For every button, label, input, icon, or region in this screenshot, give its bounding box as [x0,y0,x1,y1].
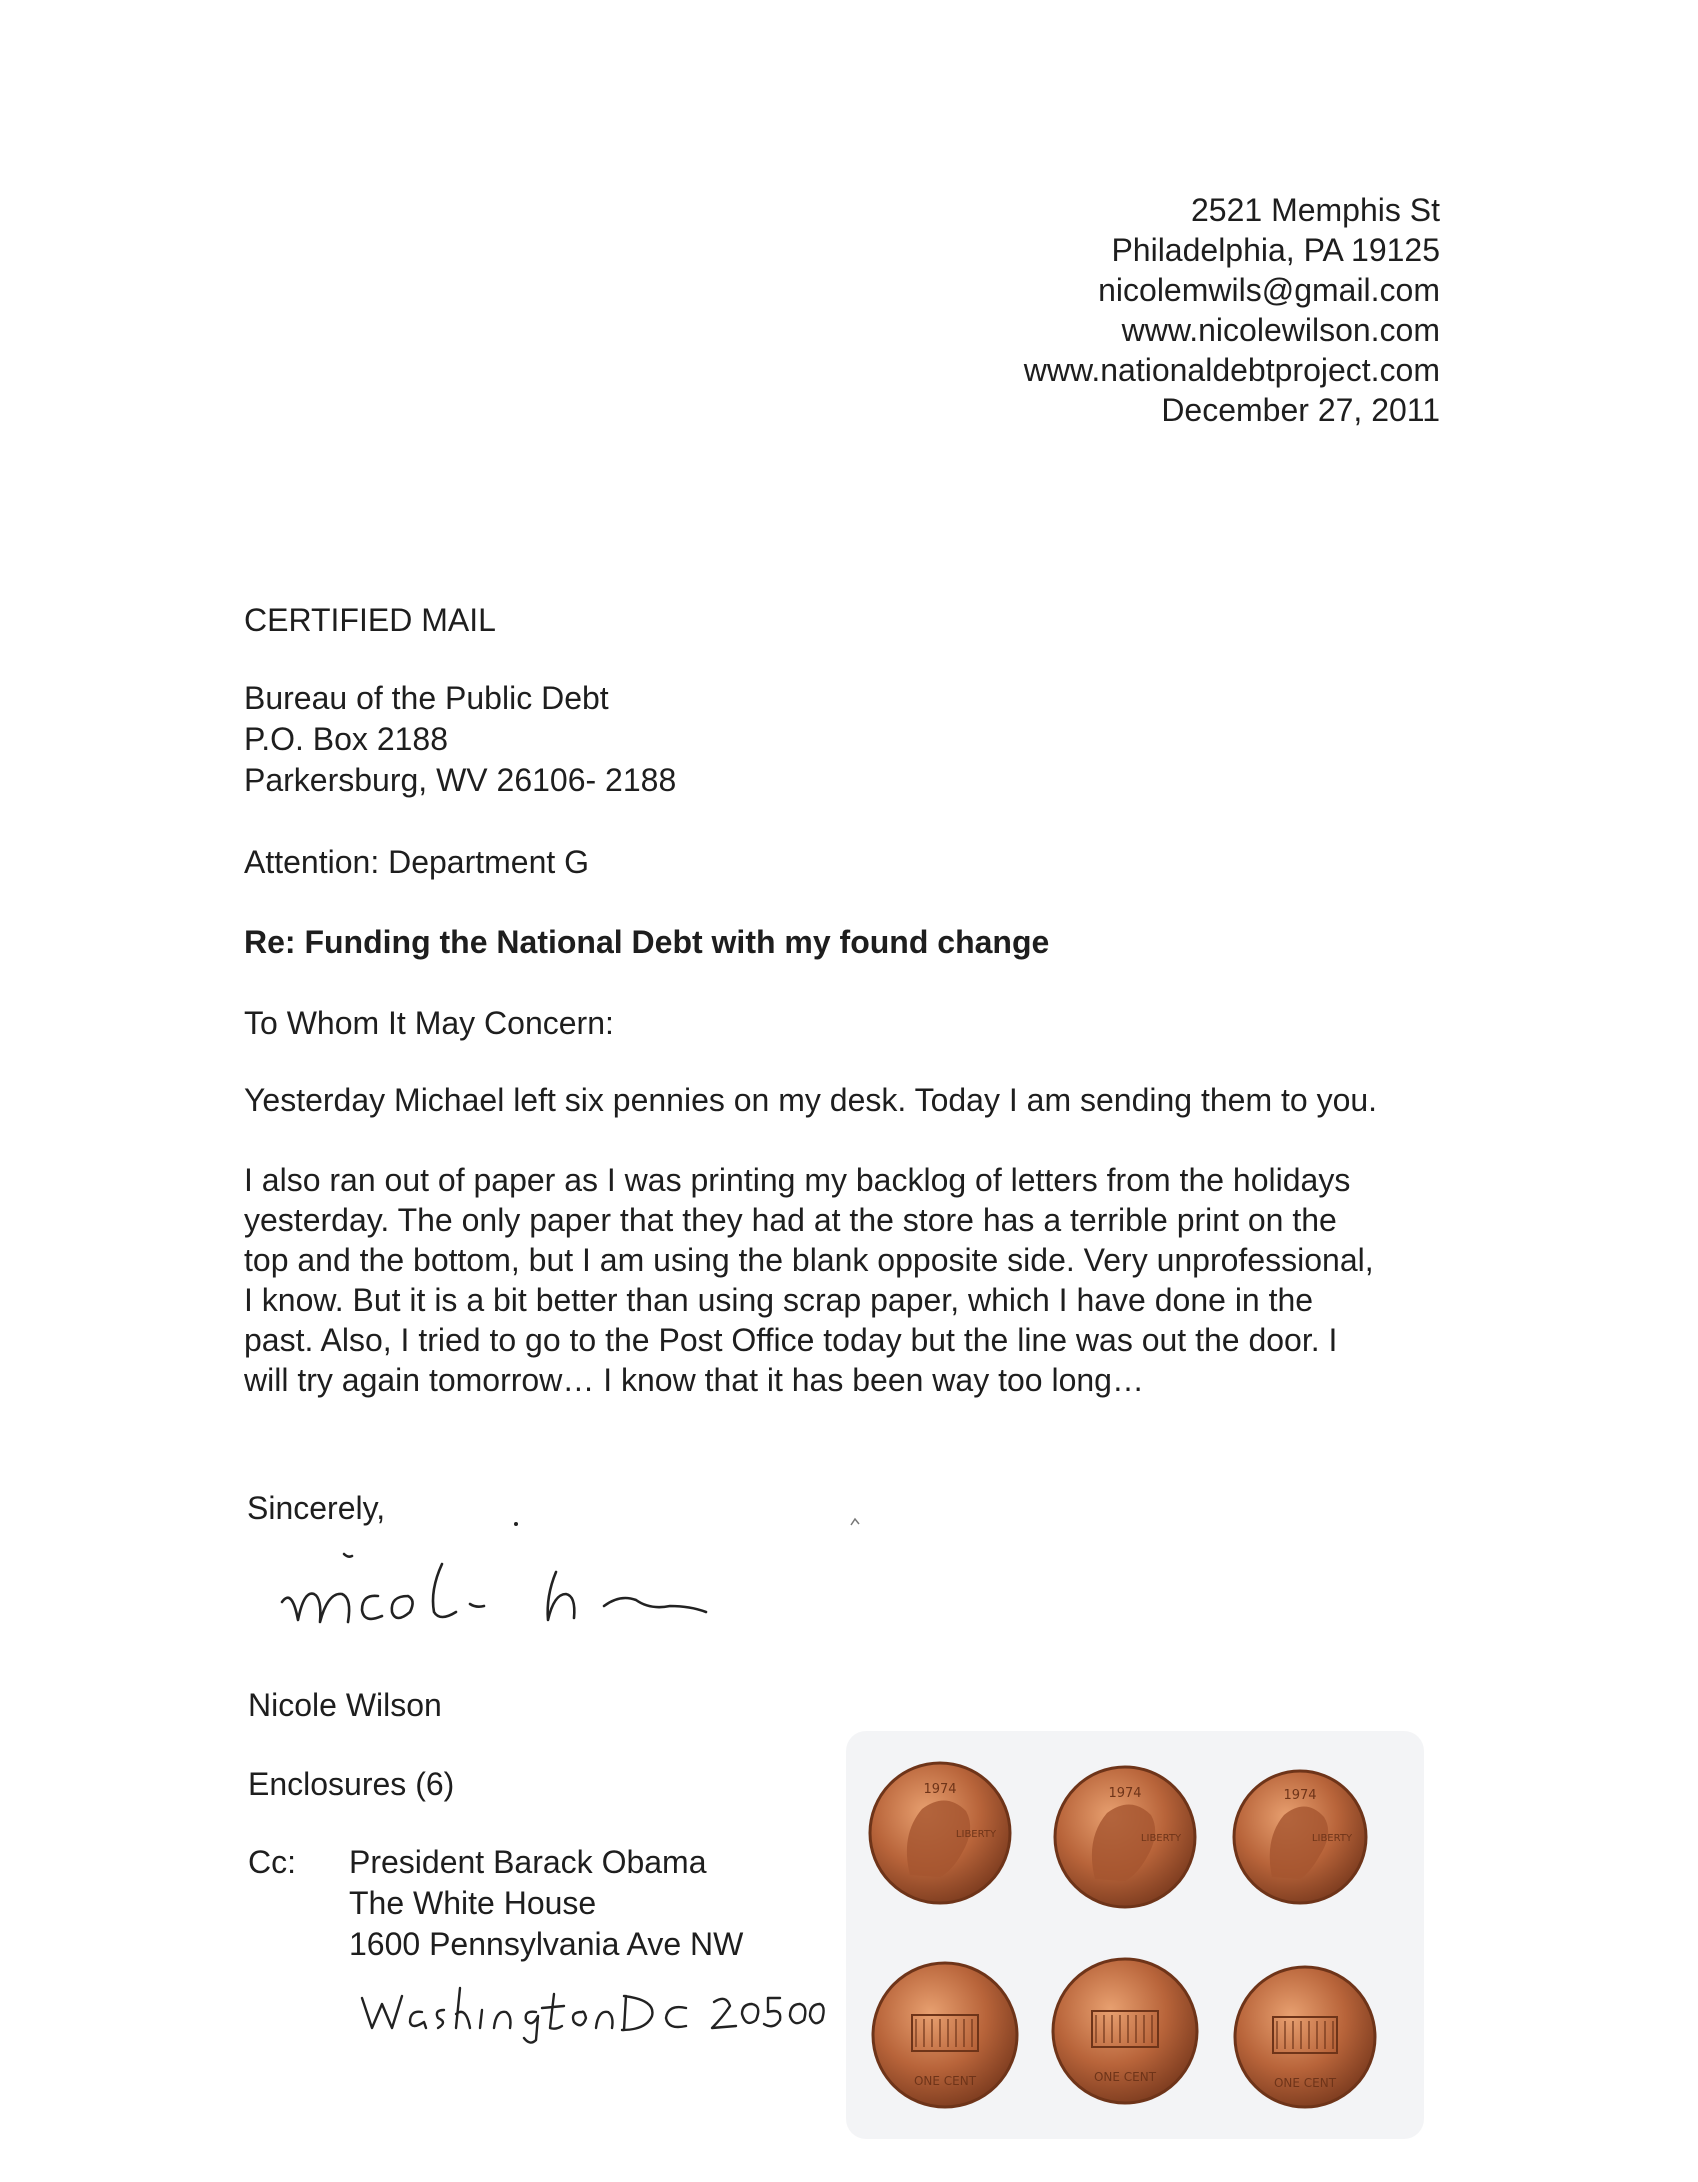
coin-motto: LIBERTY [955,1829,997,1840]
recipient-po-box: P.O. Box 2188 [244,721,448,757]
certified-mail-label: CERTIFIED MAIL [244,602,496,638]
coin-denomination: ONE CENT [913,2074,977,2088]
cc-recipient-org: The White House [349,1885,597,1921]
attention-line: Attention: Department G [244,844,590,880]
body-line: will try again tomorrow… I know that it has been way too long… [244,1362,1144,1398]
paper-speck [848,1515,862,1529]
sender-email: nicolemwils@gmail.com [1098,272,1440,308]
sender-street: 2521 Memphis St [1190,192,1440,228]
coin-bag [840,1725,1430,2145]
coin-year: 1974 [923,1782,957,1797]
coin-year: 1974 [1108,1786,1142,1801]
sender-project-website: www.nationaldebtproject.com [1023,352,1440,388]
recipient-name: Bureau of the Public Debt [244,680,609,716]
enclosures-line: Enclosures (6) [248,1766,455,1802]
coin-year: 1974 [1283,1788,1317,1803]
body-line: I know. But it is a bit better than using scrap paper, which I have done in the [244,1282,1314,1318]
signer-name: Nicole Wilson [248,1687,442,1723]
sender-city: Philadelphia, PA 19125 [1111,232,1440,268]
sender-website: www.nicolewilson.com [1121,312,1440,348]
closing: Sincerely, [247,1490,386,1526]
handwritten-city-line [356,1958,826,2048]
handwritten-signature [270,1510,750,1670]
body-line: past. Also, I tried to go to the Post Office today but the line was out the door. I [244,1322,1338,1358]
coin-denomination: ONE CENT [1093,2070,1157,2084]
recipient-address [244,678,676,801]
cc-recipient-street: 1600 Pennsylvania Ave NW [349,1926,744,1962]
body-line: I also ran out of paper as I was printing my backlog of letters from the holidays [244,1162,1351,1198]
recipient-city: Parkersburg, WV 26106- 2188 [244,762,677,798]
sender-address [1024,190,1440,430]
letter-date: December 27, 2011 [1161,392,1440,428]
cc-label: Cc: [248,1844,296,1880]
body-paragraph-1: Yesterday Michael left six pennies on my desk. Today I am sending them to you. [244,1082,1378,1118]
body-line: yesterday. The only paper that they had at the store has a terrible print on the [244,1202,1337,1238]
coin-motto: LIBERTY [1140,1833,1182,1844]
cc-address [349,1842,743,1965]
subject-line: Re: Funding the National Debt with my found change [244,924,1050,960]
coin-motto: LIBERTY [1311,1833,1353,1844]
body-paragraph-2 [244,1160,1454,1400]
cc-recipient-name: President Barack Obama [349,1844,707,1880]
body-line: top and the bottom, but I am using the blank opposite side. Very unprofessional, [244,1242,1374,1278]
coin-denomination: ONE CENT [1273,2076,1337,2090]
salutation: To Whom It May Concern: [244,1005,614,1041]
